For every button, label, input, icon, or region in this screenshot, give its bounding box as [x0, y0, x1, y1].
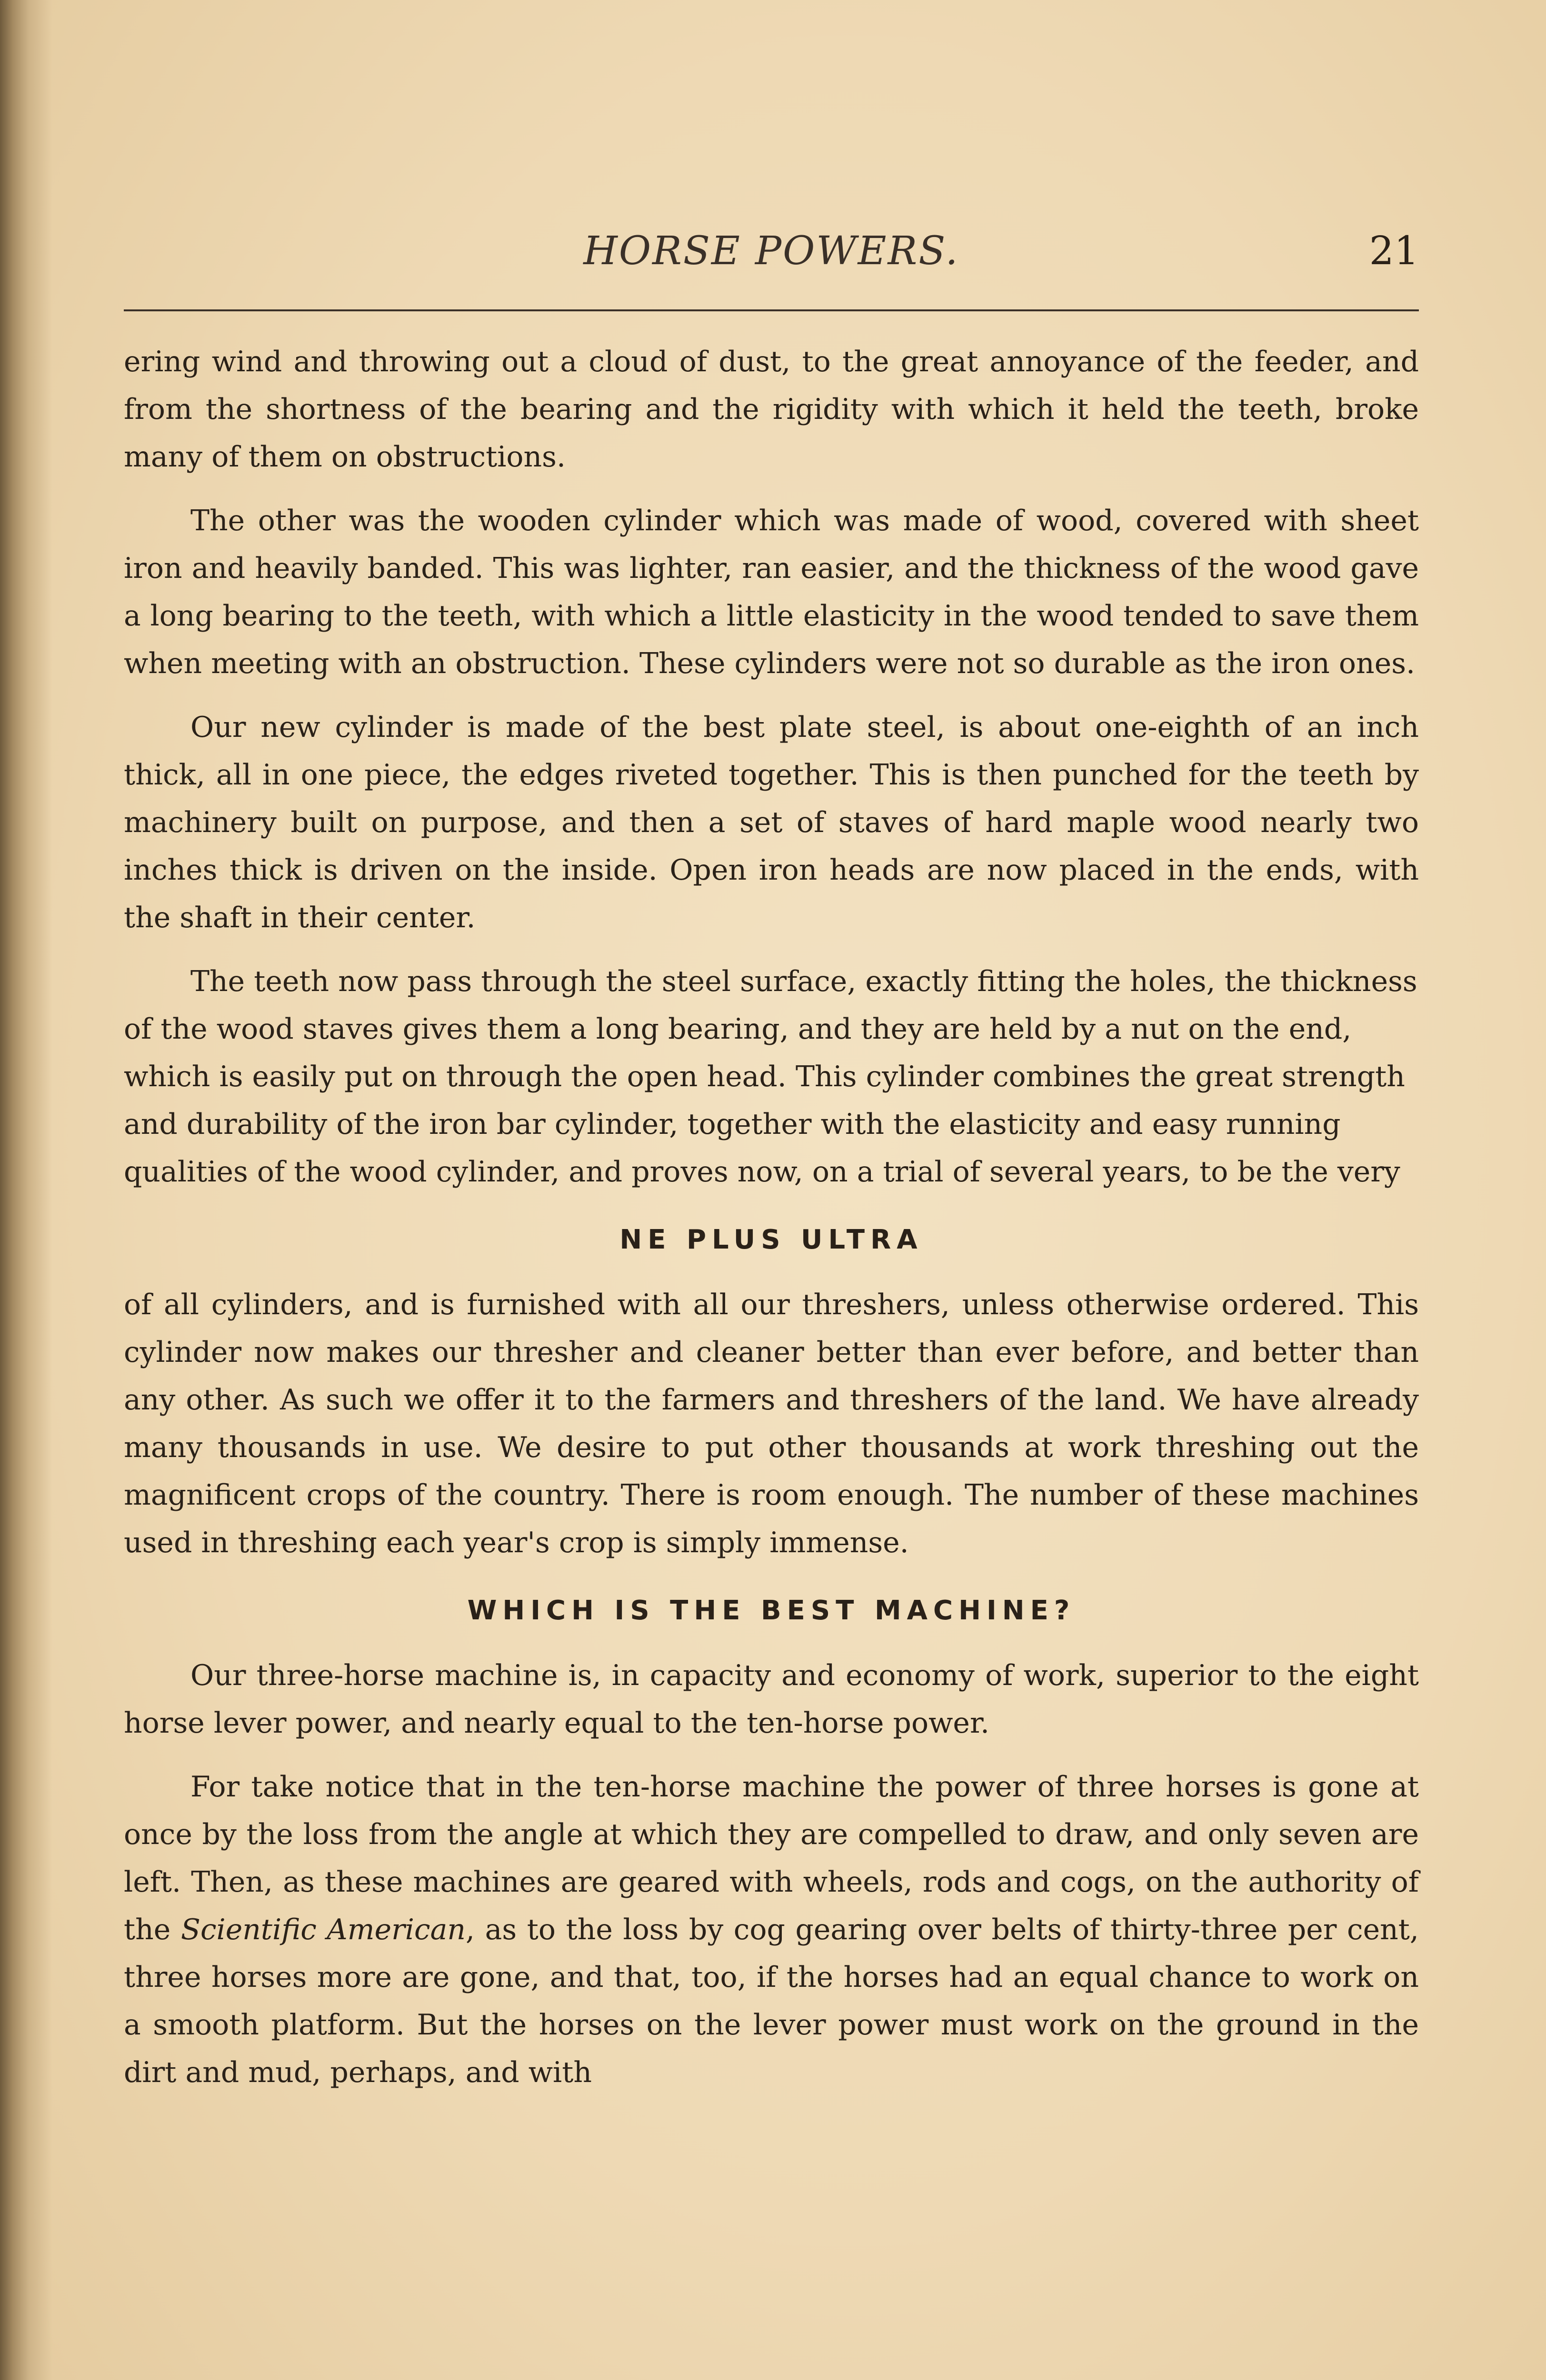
paragraph-1: ering wind and throwing out a cloud of dust, to the great annoyance of the feeder, and from the shortness of the bearing and the rigidity with which it held the teeth, broke many of them on obstructions. — [124, 345, 1419, 474]
spine-shadow — [0, 0, 52, 2380]
paragraph-3: Our new cylinder is made of the best plate steel, is about one-eighth of an inch thick, all in one piece, the edges riveted together. This is then punched for the teeth by machinery built on purpose, and then a set of staves of hard maple wood nearly two inches thick is driven on the inside. Open iron heads are now placed in the ends, with the shaft in their center. — [124, 711, 1419, 934]
body-text — [124, 338, 1419, 2112]
page-number: 21 — [1369, 228, 1419, 274]
paragraph-6: Our three-horse machine is, in capacity and economy of work, superior to the eight horse lever power, and nearly equal to the ten-horse power. — [124, 1659, 1419, 1740]
page-header — [124, 228, 1419, 290]
paragraph-2: The other was the wooden cylinder which was made of wood, covered with sheet iron and heavily banded. This was lighter, ran easier, and the thickness of the wood gave a long bearing to the teeth, with which a little elasticity in the wood tended to save them when meeting with an obstruction. These cylinders were not so durable as the iron ones. — [124, 504, 1419, 680]
paragraph-4: The teeth now pass through the steel surface, exactly fitting the holes, the thickness of the wood staves gives them a long bearing, and they are held by a nut on the end, which is easily put on through the open head. This cylinder combines the great strength and durability of the iron bar cylinder, together with the elasticity and easy running qualities of the wood cylinder, and proves now, on a trial of several years, to be the very — [124, 965, 1417, 1189]
paragraph-7-italic: Scientific American — [180, 1913, 466, 1946]
header-rule — [124, 309, 1419, 311]
heading-ne-plus-ultra: NE PLUS ULTRA — [619, 1224, 923, 1255]
running-title: HORSE POWERS. — [583, 228, 959, 274]
paragraph-7-part-a: For take notice that in the ten-horse machine the power of three horses is gone at once by the loss from the angle at which they are compelled to draw, and only seven are left. Then, as these machines are geared with wheels, rods and cogs, on the authority of the — [124, 1770, 1419, 1946]
heading-best-machine: WHICH IS THE BEST MACHINE? — [467, 1595, 1076, 1626]
paragraph-7 — [124, 1763, 1419, 2096]
paragraph-5: of all cylinders, and is furnished with all our threshers, unless otherwise ordered. This cylinder now makes our thresher and cleaner better than ever before, and better than any other. As such we offer it to the farmers and threshers of the land. We have already many thousands in use. We desire to put other thousands at work threshing out the magnificent crops of the country. There is room enough. The number of these machines used in threshing each year's crop is simply immense. — [124, 1288, 1419, 1559]
paragraph-7-part-b: , as to the loss by cog gearing over belts of thirty-three per cent, three horses more are gone, and that, too, if the horses had an equal chance to work on a smooth platform. But the horses on the lever power must work on the ground in the dirt and mud, perhaps, and with — [124, 1913, 1419, 2089]
